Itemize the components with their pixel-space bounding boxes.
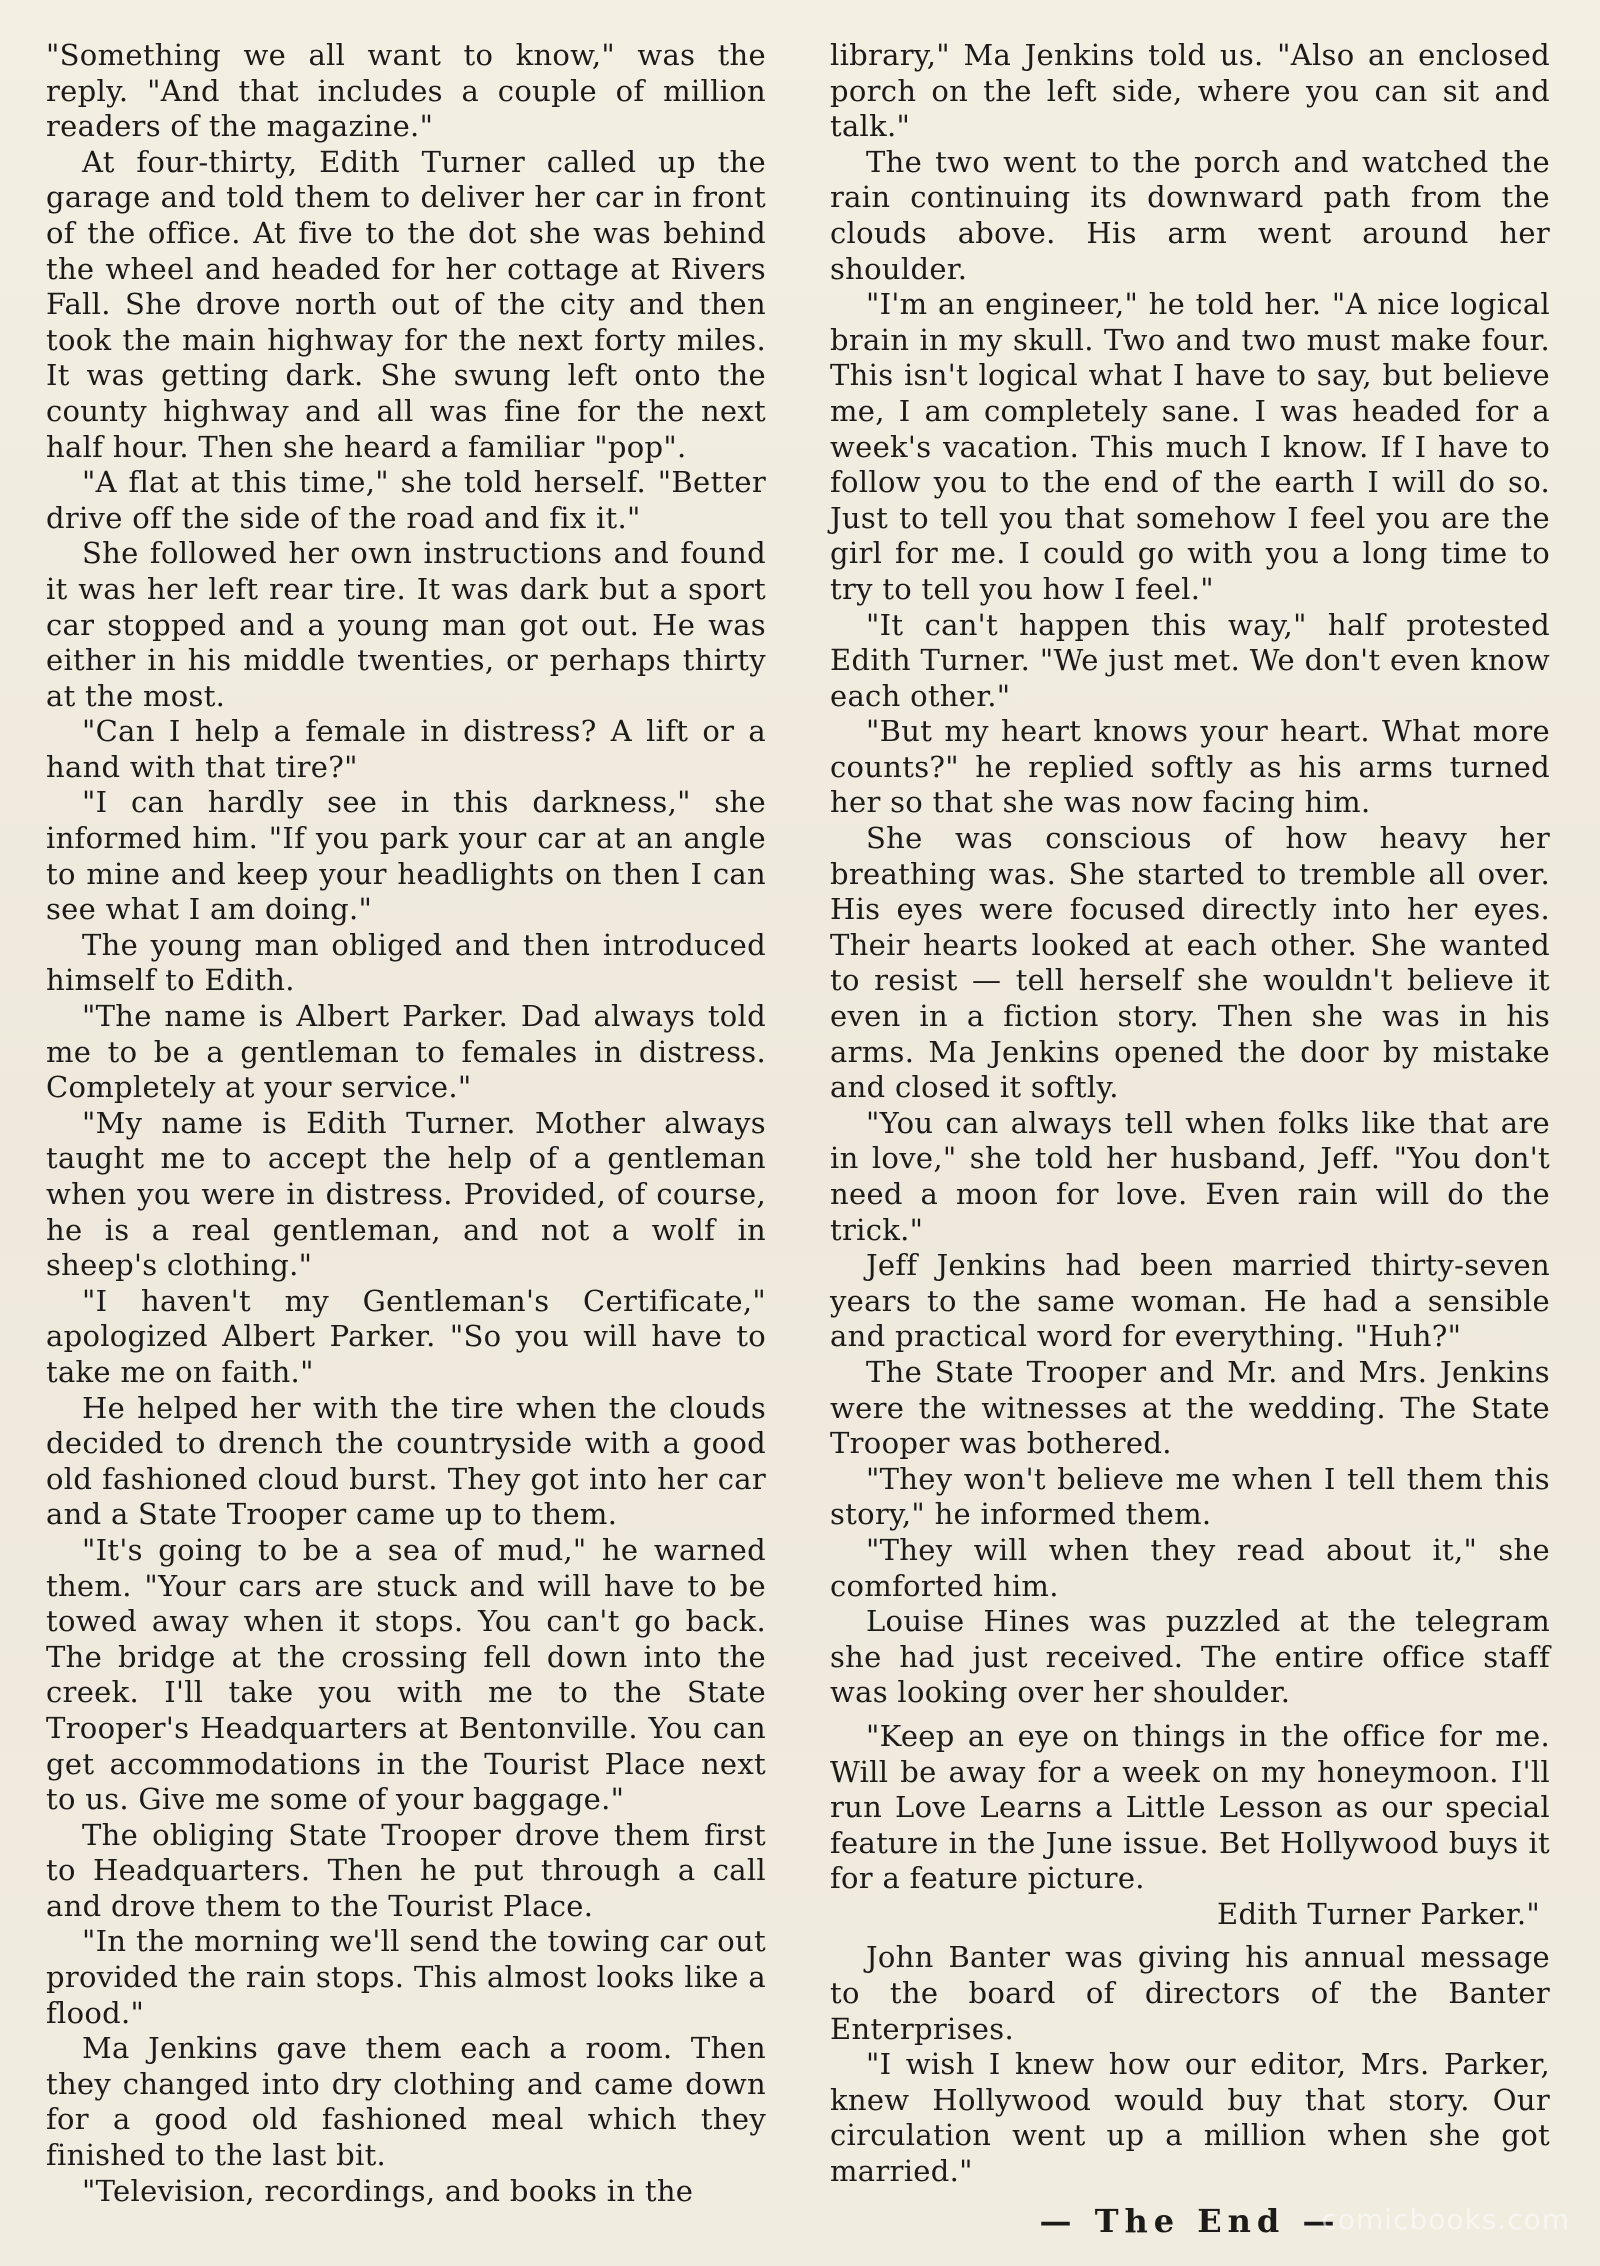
paragraph: "It can't happen this way," half protested Edith Turner. "We just met. We don't even know each other." — [830, 607, 1550, 713]
paragraph: "Television, recordings, and books in the — [82, 2173, 694, 2208]
paragraph: She was conscious of how heavy her breathing was. She started to tremble all over. His eyes were focused directly into her eyes. Their hearts looked at each other. She wanted to resist — tell herself she wouldn't believe it even in a fiction story. Then she was in his arms. Ma Jenkins opened the door by mistake and closed it softly. — [830, 821, 1550, 1105]
telegram-paragraph: "Keep an eye on things in the office for me. Will be away for a week on my honeymoon. I'll run Love Learns a Little Lesson as our special feature in the June issue. Bet Hollywood buys it for a feature picture. — [830, 1718, 1550, 1896]
paragraph: The State Trooper and Mr. and Mrs. Jenkins were the witnesses at the wedding. The State Trooper was bothered. — [830, 1354, 1550, 1461]
paragraph: He helped her with the tire when the clouds decided to drench the countryside with a good old fashioned cloud burst. They got into her car and a State Trooper came up to them. — [46, 1390, 766, 1532]
paragraph: Ma Jenkins gave them each a room. Then they changed into dry clothing and came down for a good old fashioned meal which they finished to the last bit. — [46, 2031, 766, 2173]
paragraph: "In the morning we'll send the towing car out provided the rain stops. This almost looks like a flood." — [46, 1924, 766, 2030]
watermark: comicbooks.com — [1321, 2203, 1570, 2236]
paragraph: "It's going to be a sea of mud," he warned them. "Your cars are stuck and will have to be towed away when it stops. You can't go back. The bridge at the crossing fell down into the creek. I'll take you with me to the State Trooper's Headquarters at Bentonville. You can get accommodations in the Tourist Place next to us. Give me some of your baggage." — [46, 1532, 766, 1817]
paragraph: The two went to the porch and watched the rain continuing its downward path from the clouds above. His arm went around her shoulder. — [830, 144, 1550, 286]
paragraph: "Something we all want to know," was the reply. "And that includes a couple of million readers of the magazine." — [46, 38, 766, 144]
paragraph: "They won't believe me when I tell them this story," he informed them. — [830, 1461, 1550, 1532]
paragraph: "But my heart knows your heart. What more counts?" he replied softly as his arms turned her so that she was now facing him. — [830, 714, 1550, 820]
paragraph: John Banter was giving his annual message to the board of directors of the Banter Enterprises. — [830, 1940, 1550, 2046]
paragraph: "A flat at this time," she told herself. "Better drive off the side of the road and fix it." — [46, 465, 766, 535]
paragraph: "You can always tell when folks like that are in love," she told her husband, Jeff. "You don't need a moon for love. Even rain will do the trick." — [830, 1105, 1550, 1247]
paragraph: library," Ma Jenkins told us. "Also an enclosed porch on the left side, where you can sit and talk." — [830, 38, 1550, 144]
paragraph: At four-thirty, Edith Turner called up the garage and told them to deliver her car in front of the office. At five to the dot she was behind the wheel and headed for her cottage at Rivers Fall. She drove north out of the city and then took the main highway for the next forty miles. It was getting dark. She swung left onto the county highway and all was fine for the next half hour. Then she heard a familiar "pop". — [46, 144, 766, 464]
paragraph: Jeff Jenkins had been married thirty-seven years to the same woman. He had a sensible and practical word for everything. "Huh?" — [830, 1248, 1550, 1354]
paragraph: "I wish I knew how our editor, Mrs. Parker, knew Hollywood would buy that story. Our circulation went up a million when she got married." — [830, 2047, 1550, 2189]
paragraph: "I'm an engineer," he told her. "A nice logical brain in my skull. Two and two must make four. This isn't logical what I have to say, but believe me, I am completely sane. I was headed for a week's vacation. This much I know. If I have to follow you to the end of the earth I will do so. Just to tell you that somehow I feel you are the girl for me. I could go with you a long time to try to tell you how I feel." — [830, 287, 1550, 606]
paragraph: "Can I help a female in distress? A lift or a hand with that tire?" — [46, 714, 766, 784]
paragraph: The young man obliged and then introduced himself to Edith. — [46, 927, 766, 998]
paragraph: Louise Hines was puzzled at the telegram she had just received. The entire office staff was looking over her shoulder. — [830, 1604, 1550, 1710]
paragraph: "I haven't my Gentleman's Certificate," apologized Albert Parker. "So you will have to take me on faith." — [46, 1283, 766, 1389]
left-text-column — [46, 38, 766, 2209]
the-end-marker: — The End — — [1039, 2201, 1341, 2240]
paragraph: "My name is Edith Turner. Mother always taught me to accept the help of a gentleman when you were in distress. Provided, of course, he is a real gentleman, and not a wolf in sheep's clothing." — [46, 1105, 766, 1283]
paragraph: The obliging State Trooper drove them first to Headquarters. Then he put through a call and drove them to the Tourist Place. — [46, 1817, 766, 1923]
paragraph: "The name is Albert Parker. Dad always told me to be a gentleman to females in distress. Completely at your service." — [46, 999, 766, 1105]
paragraph: "They will when they read about it," she comforted him. — [830, 1532, 1550, 1603]
right-text-column — [830, 38, 1550, 2239]
telegram-signature: Edith Turner Parker." — [1217, 1896, 1540, 1931]
paragraph: "I can hardly see in this darkness," she informed him. "If you park your car at an angle to mine and keep your headlights on then I can see what I am doing." — [46, 785, 766, 927]
paragraph: She followed her own instructions and found it was her left rear tire. It was dark but a sport car stopped and a young man got out. He was either in his middle twenties, or perhaps thirty at the most. — [46, 536, 766, 713]
